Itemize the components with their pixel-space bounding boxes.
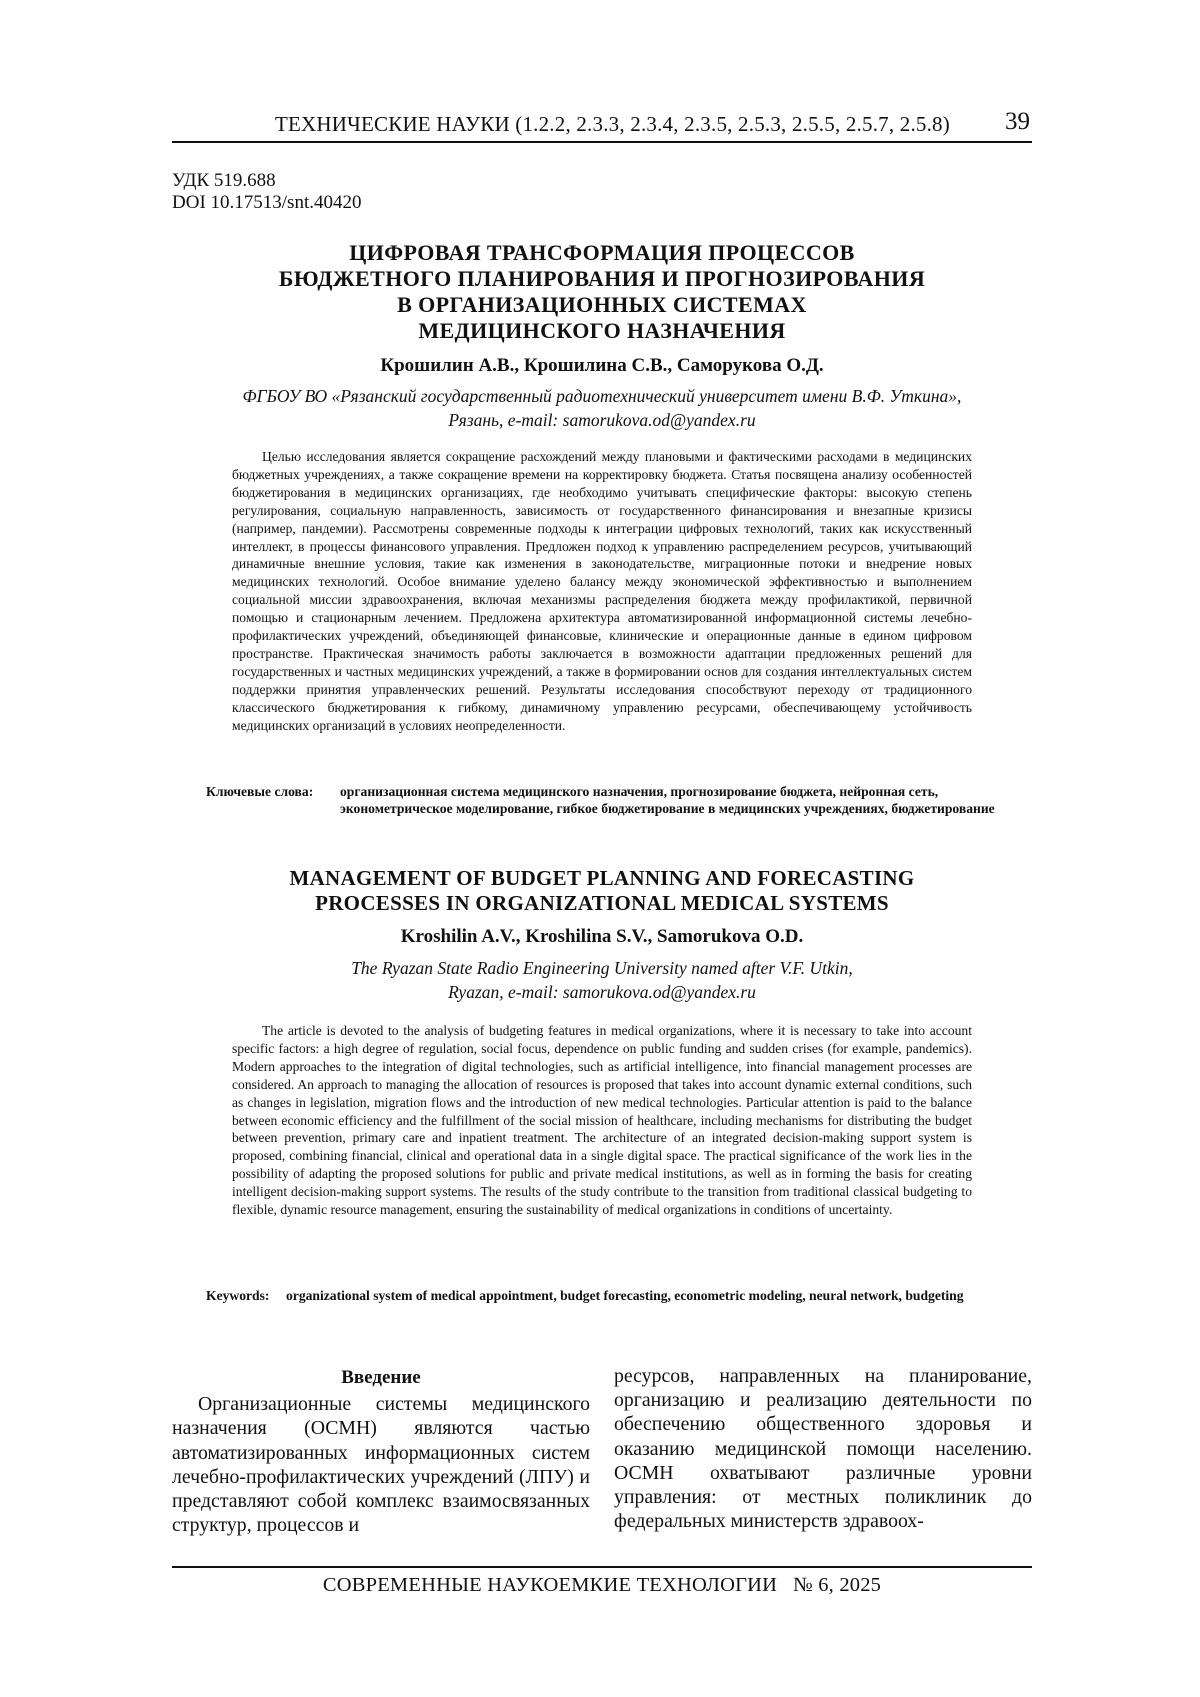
authors-ru: Крошилин А.В., Крошилина С.В., Саморукова О.Д. bbox=[380, 355, 824, 376]
running-header: ТЕХНИЧЕСКИЕ НАУКИ (1.2.2, 2.3.3, 2.3.4, 2.3.5, 2.5.3, 2.5.5, 2.5.7, 2.5.8) bbox=[275, 112, 950, 136]
affiliation-en-line1: The Ryazan State Radio Engineering University named after V.F. Utkin, bbox=[351, 958, 853, 978]
section-heading: Введение bbox=[341, 1367, 421, 1388]
affiliation-en bbox=[172, 956, 1032, 1004]
body-column-left bbox=[172, 1366, 590, 1537]
udc: УДК 519.688 bbox=[172, 170, 276, 191]
affiliation-ru-line1: ФГБОУ ВО «Рязанский государственный радиотехнический университет имени В.Ф. Уткина», bbox=[242, 386, 962, 406]
affiliation-ru-line2: Рязань, e-mail: samorukova.od@yandex.ru bbox=[448, 410, 756, 430]
keywords-en: organizational system of medical appointment, budget forecasting, econometric modeling, neural network, budgeting bbox=[286, 1288, 964, 1303]
affiliation-en-line2: Ryazan, e-mail: samorukova.od@yandex.ru bbox=[448, 982, 756, 1002]
header-rule bbox=[172, 141, 1032, 143]
footer-rule bbox=[172, 1566, 1032, 1568]
authors-en: Kroshilin A.V., Kroshilina S.V., Samorukova O.D. bbox=[400, 926, 804, 947]
body-text-left: Организационные системы медицинского назначения (ОСМН) являются частью автоматизированных информационных систем лечебно-профилактических учреждений (ЛПУ) и представляют собой комплекс взаимосвязанных структур, процессов и bbox=[172, 1393, 590, 1537]
page-number: 39 bbox=[1005, 108, 1030, 135]
journal-footer: СОВРЕМЕННЫЕ НАУКОЕМКИЕ ТЕХНОЛОГИИ № 6, 2025 bbox=[322, 1574, 882, 1596]
title-ru-line: В ОРГАНИЗАЦИОННЫХ СИСТЕМАХ bbox=[397, 292, 807, 317]
keywords-ru: организационная система медицинского назначения, прогнозирование бюджета, нейронная сеть, эконометрическое моделирование, гибкое бюджетирование в медицинских учреждениях, бюджетирование bbox=[340, 784, 995, 816]
body-column-right bbox=[614, 1364, 1032, 1533]
keywords-ru-label: Ключевые слова: bbox=[206, 784, 314, 799]
title-ru-line: БЮДЖЕТНОГО ПЛАНИРОВАНИЯ И ПРОГНОЗИРОВАНИЯ bbox=[278, 266, 926, 291]
title-ru bbox=[172, 240, 1032, 344]
abstract-en: The article is devoted to the analysis of budgeting features in medical organizations, where it is necessary to take into account specific factors: a high degree of regulation, social focus, dependence on public funding and sudden crises (for example, pandemics). Modern approaches to the integration of digital technologies, such as artificial intelligence, into financial management processes are considered. An approach to managing the allocation of resources is proposed that takes into account dynamic external conditions, such as changes in legislation, migration flows and the introduction of new medical technologies. Particular attention is paid to the balance between economic efficiency and the fulfillment of the social mission of healthcare, including mechanisms for distributing the budget between prevention, primary care and inpatient treatment. The architecture of an integrated decision-making support system is proposed, combining financial, clinical and operational data in a single digital space. The practical significance of the work lies in the possibility of adapting the proposed solutions for public and private medical institutions, as well as in forming the basis for creating intelligent decision-making support systems. The results of the study contribute to the transition from traditional classical budgeting to flexible, dynamic resource management, ensuring the sustainability of medical organizations in conditions of uncertainty. bbox=[232, 1023, 972, 1218]
title-ru-line: МЕДИЦИНСКОГО НАЗНАЧЕНИЯ bbox=[418, 318, 786, 343]
doi: DOI 10.17513/snt.40420 bbox=[172, 192, 362, 213]
affiliation-ru bbox=[172, 384, 1032, 432]
title-ru-line: ЦИФРОВАЯ ТРАНСФОРМАЦИЯ ПРОЦЕССОВ bbox=[349, 240, 855, 265]
title-en-line: PROCESSES IN ORGANIZATIONAL MEDICAL SYSTEMS bbox=[315, 891, 889, 915]
title-en-line: MANAGEMENT OF BUDGET PLANNING AND FORECASTING bbox=[289, 866, 915, 890]
title-en bbox=[172, 866, 1032, 916]
abstract-ru: Целью исследования является сокращение расхождений между плановыми и фактическими расходами в медицинских бюджетных учреждениях, а также сокращение времени на корректировку бюджета. Статья посвящена анализу особенностей бюджетирования в медицинских организациях, где необходимо учитывать специфические факторы: высокую степень регулирования, социальную направленность, зависимость от государственного финансирования и внезапные кризисы (например, пандемии). Рассмотрены современные подходы к интеграции цифровых технологий, таких как искусственный интеллект, в процессы финансового управления. Предложен подход к управлению распределением ресурсов, учитывающий динамичные внешние условия, такие как изменения в законодательстве, миграционные потоки и внедрение новых медицинских технологий. Особое внимание уделено балансу между экономической эффективностью и выполнением социальной миссии здравоохранения, включая механизмы распределения бюджета между профилактикой, первичной помощью и стационарным лечением. Предложена архитектура автоматизированной информационной системы лечебно-профилактических учреждений, объединяющей финансовые, клинические и операционные данные в едином цифровом пространстве. Практическая значимость работы заключается в возможности адаптации предложенных решений для государственных и частных медицинских учреждений, а также в формировании основ для создания интеллектуальных систем поддержки принятия управленческих решений. Результаты исследования способствуют переходу от традиционного классического бюджетирования к гибкому, динамичному управлению ресурсами, обеспечивающему устойчивость медицинских организаций в условиях неопределенности. bbox=[232, 449, 972, 733]
body-text-right: ресурсов, направленных на планирование, организацию и реализацию деятельности по обеспечению общественного здоровья и оказанию медицинской помощи населению. ОСМН охватывают различные уровни управления: от местных поликлиник до федеральных министерств здравоох- bbox=[614, 1365, 1032, 1533]
keywords-en-label: Keywords: bbox=[206, 1288, 270, 1303]
